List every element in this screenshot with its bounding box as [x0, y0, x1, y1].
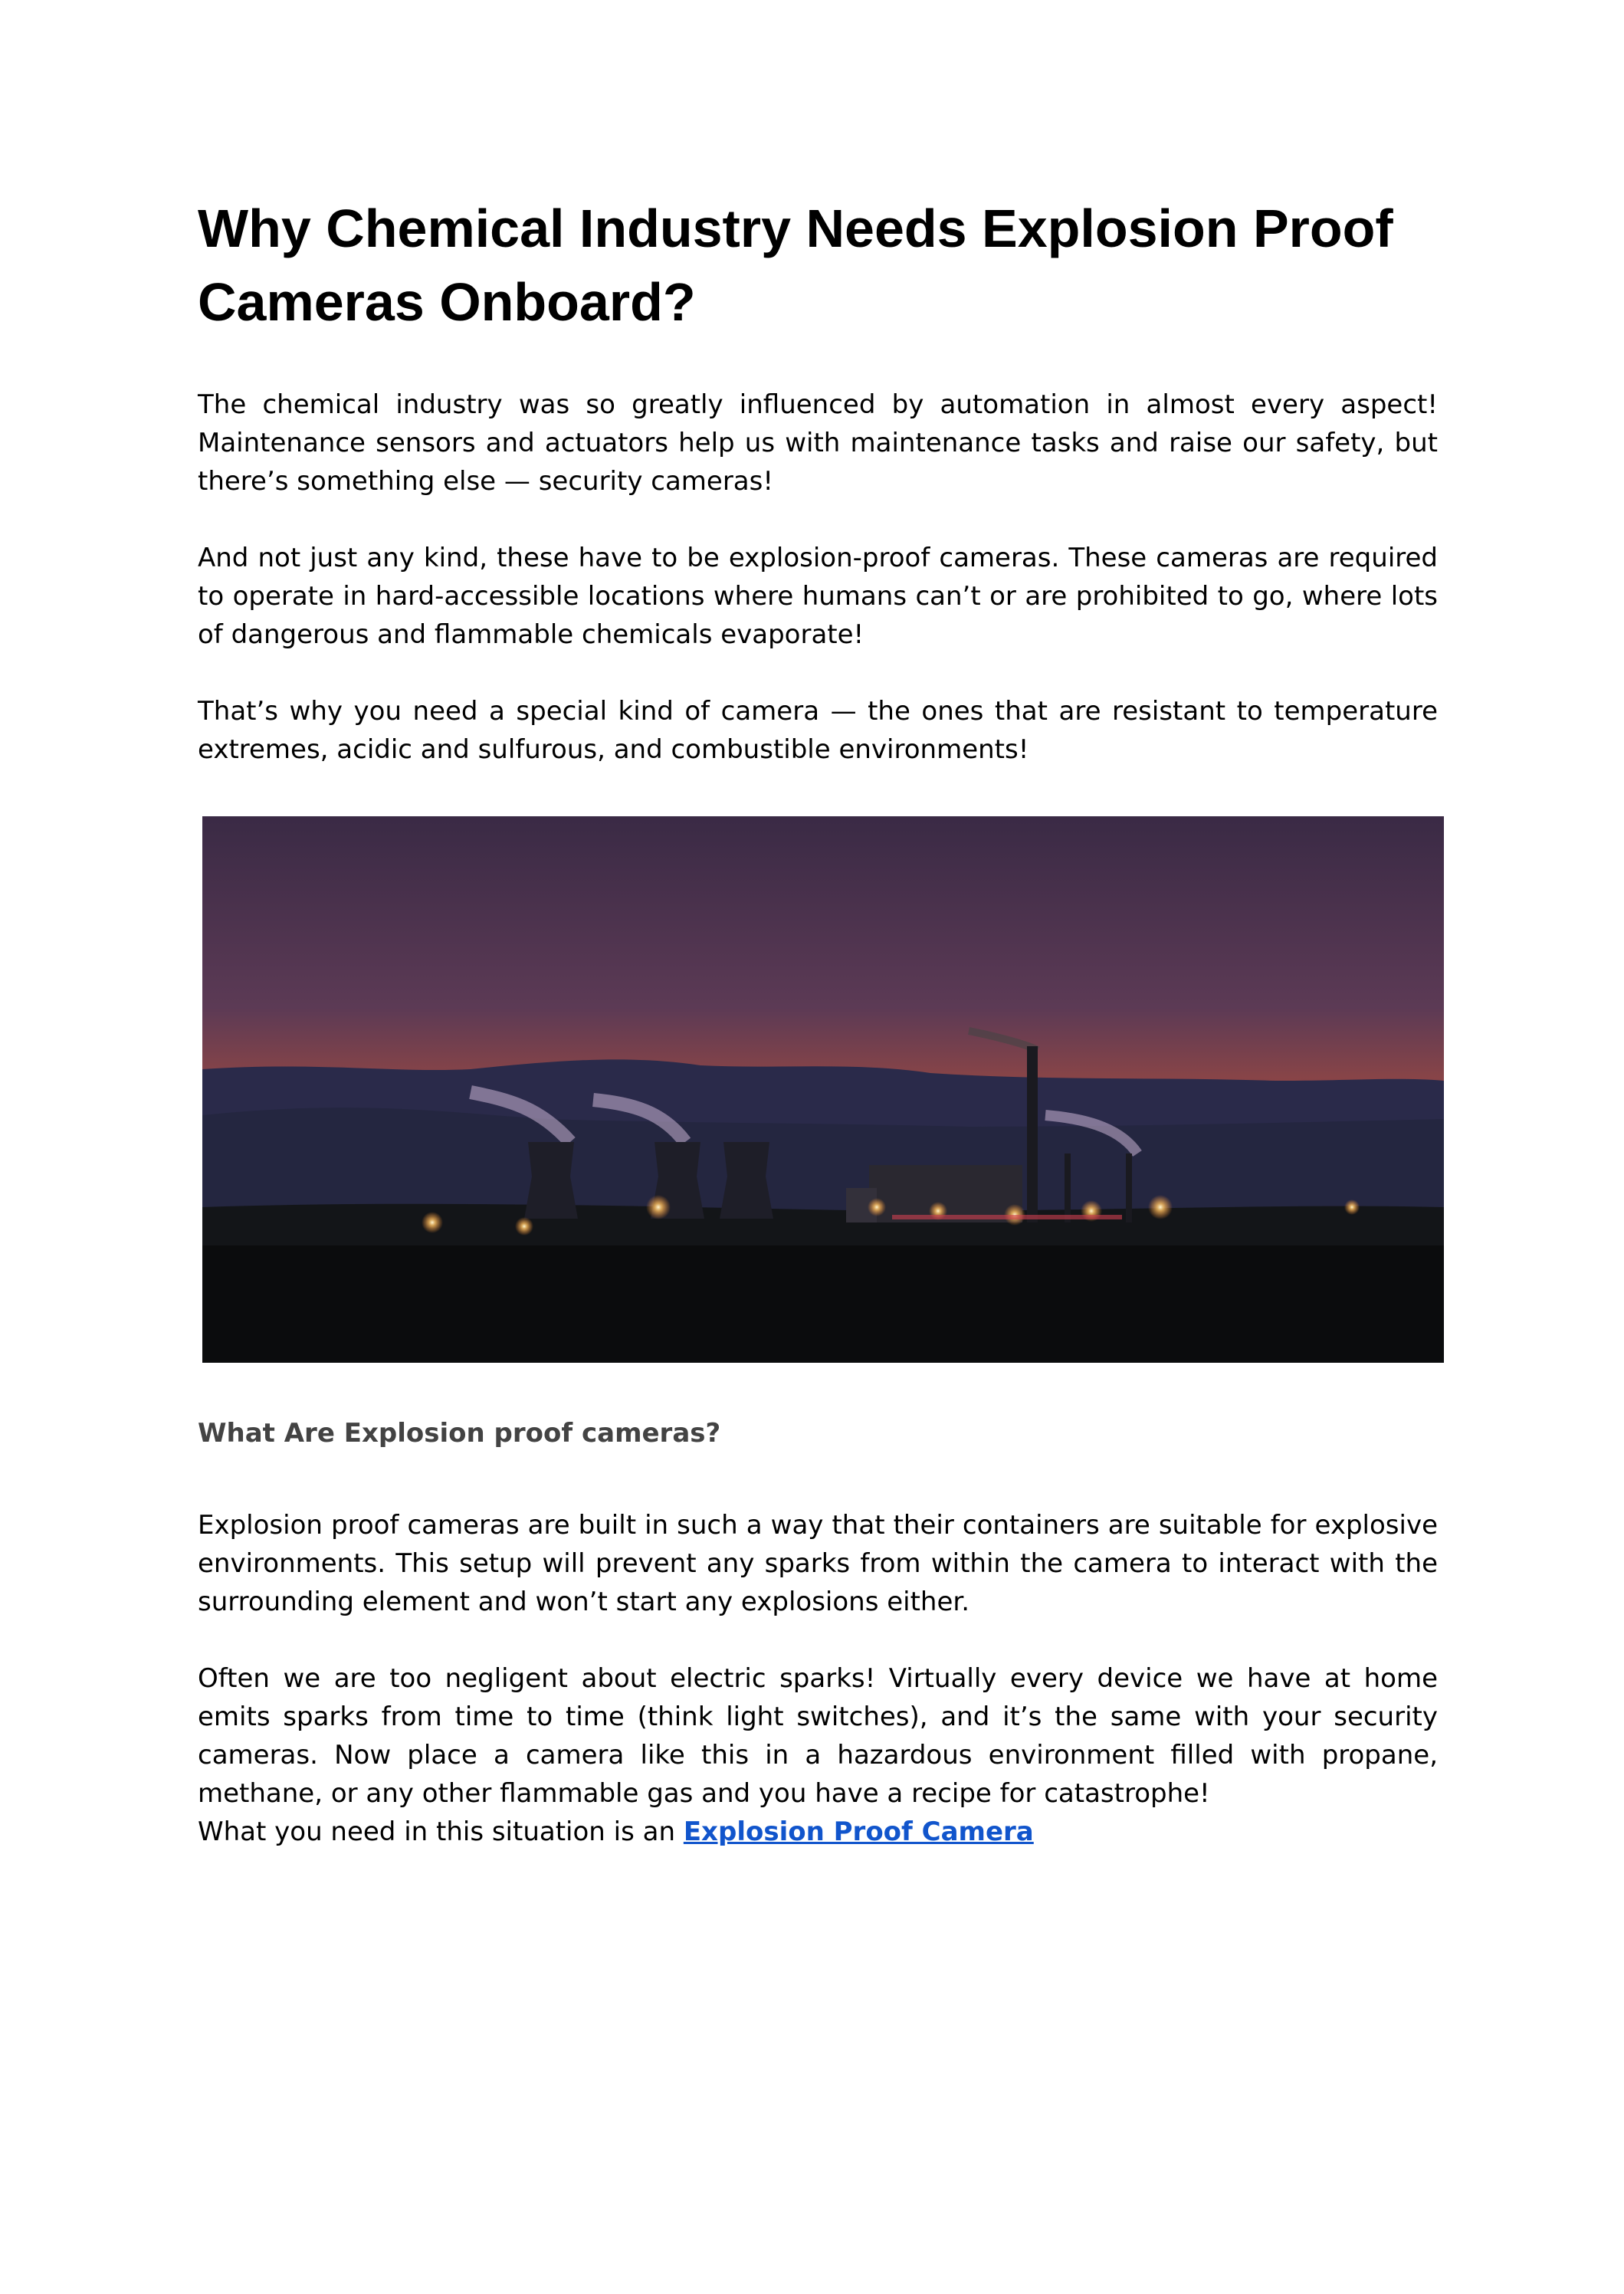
paragraph-explosion-proof: And not just any kind, these have to be explosion-proof cameras. These cameras are required to operate in hard-accessible locations where humans can’t or are prohibited to go, where lots of dangerous and flammable chemicals evaporate!: [198, 543, 1438, 650]
paragraph-definition: Explosion proof cameras are built in such a way that their containers are suitable for explosive environments. This setup will prevent any sparks from within the camera to interact with the surrounding element and won’t start any explosions either.: [198, 1510, 1438, 1617]
paragraph-sparks: Often we are too negligent about electric sparks! Virtually every device we have at home emits sparks from time to time (think light switches), and it’s the same with your security cameras. Now place a camera like this in a hazardous environment filled with propane, methane, or any other flammable gas and you have a recipe for catastrophe!: [198, 1663, 1438, 1809]
paragraph-special-camera: That’s why you need a special kind of camera — the ones that are resistant to temperature extremes, acidic and sulfurous, and combustible environments!: [198, 696, 1438, 765]
section-heading: What Are Explosion proof cameras?: [198, 1418, 721, 1449]
industrial-plant-photo: [202, 816, 1444, 1363]
paragraph-intro: The chemical industry was so greatly influenced by automation in almost every aspect! Maintenance sensors and actuators help us with maintenance tasks and raise our safety, but there’s something else — security cameras!: [198, 389, 1438, 497]
explosion-proof-camera-link[interactable]: Explosion Proof Camera: [683, 1816, 1034, 1847]
closing-text: What you need in this situation is an: [198, 1816, 684, 1847]
paragraph-closing: [198, 1813, 1438, 1851]
page-title: Why Chemical Industry Needs Explosion Proof Cameras Onboard?: [198, 199, 1393, 332]
